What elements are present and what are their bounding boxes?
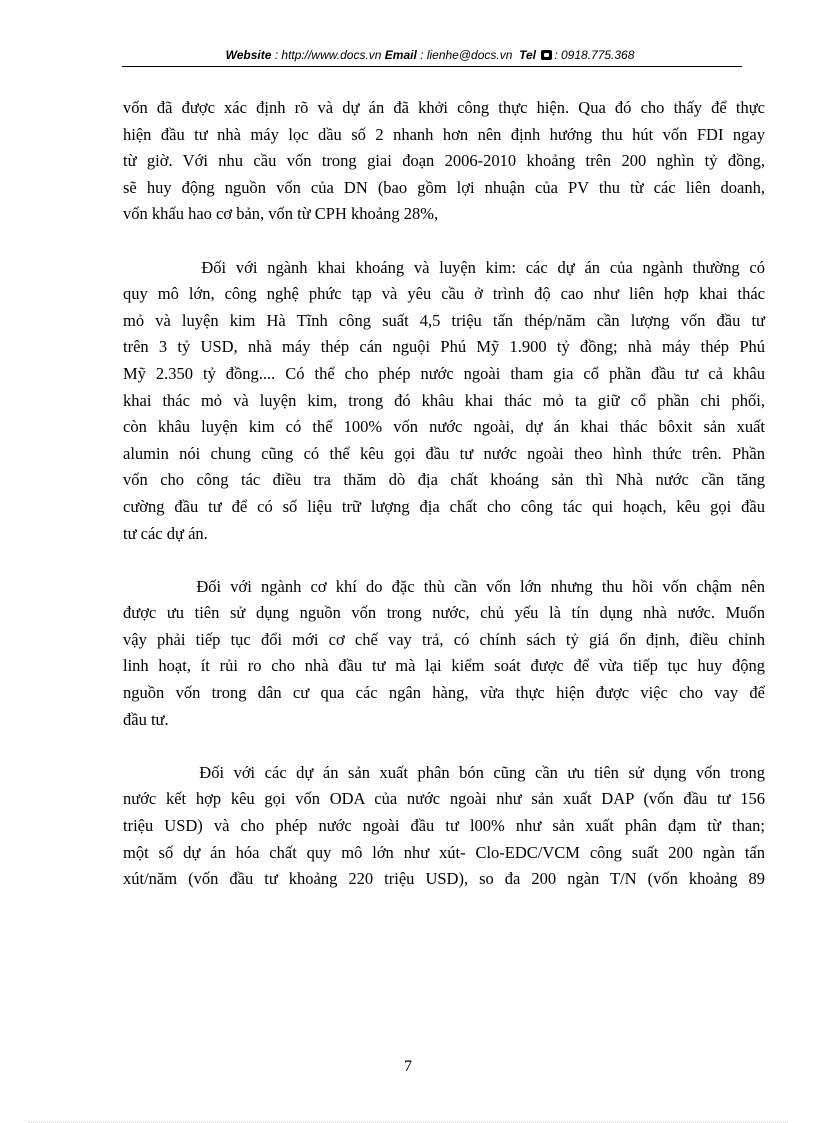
email-address[interactable]: lienhe@docs.vn <box>426 48 513 62</box>
document-body <box>123 95 765 893</box>
page-number: 7 <box>404 1058 412 1075</box>
email-label: Email <box>384 48 417 62</box>
text-line: quy mô lớn, công nghệ phức tạp và yêu cầu ở trình độ cao như liên hợp khai thác <box>123 284 765 304</box>
text-line: hiện đầu tư nhà máy lọc dầu số 2 nhanh hơn nên định hướng thu hút vốn FDI ngay <box>123 124 765 144</box>
text-line: trên 3 tỷ USD, nhà máy thép cán nguội Phú Mỹ 1.900 tỷ đồng; nhà máy thép Phú <box>123 337 765 357</box>
text-line: sẽ huy động nguồn vốn của DN (bao gồm lợi nhuận của PV thu từ các liên doanh, <box>123 177 765 197</box>
paragraph-2 <box>123 255 765 548</box>
website-separator: : <box>271 48 282 62</box>
text-line: tư các dự án. <box>123 523 208 543</box>
text-line: cường đầu tư để có số liệu trữ lượng địa chất cho công tác qui hoạch, kêu gọi đầu <box>123 496 765 516</box>
paragraph-1 <box>123 95 765 228</box>
text-line: nguồn vốn trong dân cư qua các ngân hàng, vừa thực hiện được việc cho vay để <box>123 683 765 703</box>
text-line: được ưu tiên sử dụng nguồn vốn trong nước, chủ yếu là tín dụng nhà nước. Muốn <box>123 603 765 623</box>
text-line: triệu USD) và cho phép nước ngoài đầu tư l00% như sản xuất phân đạm từ than; <box>123 816 765 836</box>
text-line: một số dự án hóa chất quy mô lớn như xút- Clo-EDC/VCM công suất 200 ngàn tấn <box>123 842 765 862</box>
text-line: còn khâu luyện kim có thể 100% vốn nước ngoài, dự án khai thác bôxit sản xuất <box>123 417 765 437</box>
text-line: alumin nói chung cũng có thể kêu gọi đầu tư nước ngoài theo hình thức trên. Phần <box>123 443 765 463</box>
email-separator: : <box>416 48 427 62</box>
text-line: mỏ và luyện kim Hà Tĩnh công suất 4,5 triệu tấn thép/năm cần lượng vốn đầu tư <box>123 310 765 330</box>
text-line: nước kết hợp kêu gọi vốn ODA của nước ngoài như sản xuất DAP (vốn đầu tư 156 <box>123 789 765 809</box>
text-line: khai thác mỏ và luyện kim, trong đó khâu khai thác mỏ ta giữ cổ phần chi phối, <box>123 390 765 410</box>
paragraph-4 <box>123 760 765 893</box>
paragraph-gap <box>123 228 765 255</box>
website-label: Website <box>225 48 272 62</box>
tel-label: Tel <box>519 48 536 62</box>
text-line: xút/năm (vốn đầu tư khoảng 220 triệu USD), so đa 200 ngàn T/N (vốn khoảng 89 <box>123 869 765 889</box>
text-line: Đối với ngành khai khoáng và luyện kim: các dự án của ngành thường có <box>123 257 765 277</box>
text-line: linh hoạt, ít rủi ro cho nhà đầu tư mà lại kiểm soát được để vừa tiếp tục huy động <box>123 656 765 676</box>
telephone-icon <box>541 50 552 60</box>
text-line: từ giờ. Với nhu cầu vốn trong giai đoạn 2006-2010 khoảng trên 200 nghìn tỷ đồng, <box>123 151 765 171</box>
text-line: Đối với ngành cơ khí do đặc thù cần vốn lớn nhưng thu hồi vốn chậm nên <box>123 576 765 596</box>
page-header <box>120 48 740 62</box>
header-divider <box>122 66 742 67</box>
paragraph-gap <box>123 547 765 574</box>
paragraph-3 <box>123 574 765 734</box>
tel-number: : 0918.775.368 <box>554 48 635 62</box>
website-url[interactable]: http://www.docs.vn <box>281 48 382 62</box>
text-line: vậy phải tiếp tục đổi mới cơ chế vay trả, có chính sách tỷ giá ổn định, điều chỉnh <box>123 629 765 649</box>
paragraph-gap <box>123 733 765 760</box>
text-line: Đối với các dự án sản xuất phân bón cũng cần ưu tiên sử dụng vốn trong <box>123 762 765 782</box>
text-line: Mỹ 2.350 tỷ đồng.... Có thể cho phép nước ngoài tham gia cổ phần đầu tư cả khâu <box>123 363 765 383</box>
text-line: vốn cho công tác điều tra thăm dò địa chất khoáng sản thì Nhà nước cần tăng <box>123 470 765 490</box>
text-line: vốn khấu hao cơ bản, vốn từ CPH khoảng 28%, <box>123 204 439 224</box>
text-line: đầu tư. <box>123 709 169 729</box>
text-line: vốn đã được xác định rõ và dự án đã khởi công thực hiện. Qua đó cho thấy để thực <box>123 98 765 117</box>
